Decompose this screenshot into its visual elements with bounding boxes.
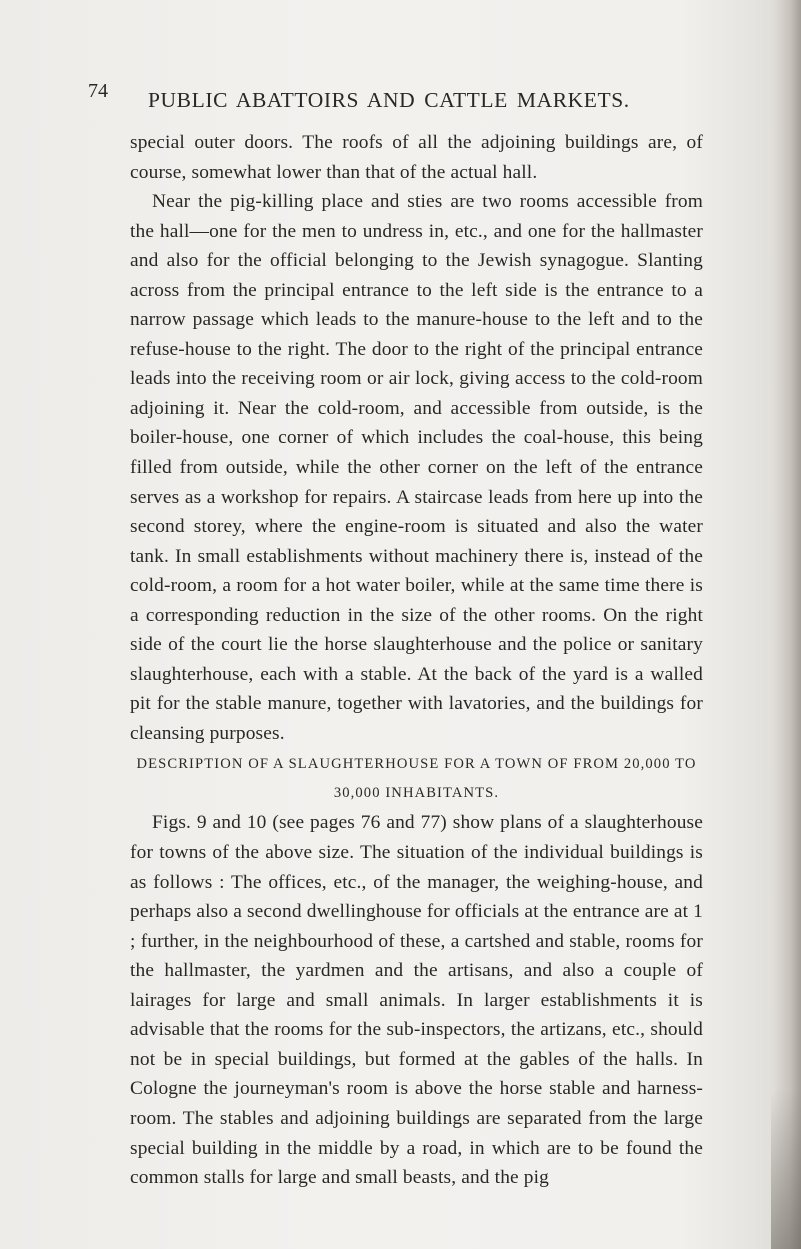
body-text [130, 128, 703, 1193]
section-heading: DESCRIPTION OF A SLAUGHTERHOUSE FOR A TOWN OF FROM 20,000 TO 30,000 INHABITANTS. [136, 756, 697, 802]
running-title: PUBLIC ABATTOIRS AND CATTLE MARKETS. [148, 88, 630, 112]
page-edge-shadow [773, 0, 801, 1249]
paragraph: Near the pig-killing place and sties are two rooms accessible from the hall—one for the men to undress in, etc., and one for the hallmaster and also for the official belonging to the Jewish synagogue. Slanting across from the principal entrance to the left side is the entrance to a narrow passage which leads to the manure-house to the left and to the refuse-house to the right. The door to the right of the principal entrance leads into the receiving room or air lock, giving access to the cold-room adjoining it. Near the cold-room, and accessible from outside, is the boiler-house, one corner of which includes the coal-house, this being filled from outside, while the other corner on the left of the entrance serves as a workshop for repairs. A staircase leads from here up into the second storey, where the engine-room is situated and also the water tank. In small establishments without machinery there is, instead of the cold-room, a room for a hot water boiler, while at the same time there is a corresponding reduction in the size of the other rooms. On the right side of the court lie the horse slaughterhouse and the police or sanitary slaughterhouse, each with a stable. At the back of the yard is a walled pit for the stable manure, together with lavatories, and the buildings for cleansing purposes. [130, 191, 703, 744]
page-number: 74 [88, 80, 108, 102]
paragraph-continued: special outer doors. The roofs of all the adjoining buildings are, of course, somewhat lower than that of the actual hall. [130, 132, 703, 183]
page-corner-shadow [771, 1089, 801, 1249]
section-paragraph: Figs. 9 and 10 (see pages 76 and 77) show plans of a slaughterhouse for towns of the above size. The situation of the individual buildings is as follows : The offices, etc., of the manager, the weighing-house, and perhaps also a second dwellinghouse for officials at the entrance are at 1 ; further, in the neighbourhood of these, a cartshed and stable, rooms for the hallmaster, the yardmen and the artisans, and also a couple of lairages for large and small animals. In larger establishments it is advisable that the rooms for the sub-inspectors, the artizans, etc., should not be in special buildings, but formed at the gables of the halls. In Cologne the journeyman's room is above the horse stable and harness-room. The stables and adjoining buildings are separated from the large special building in the middle by a road, in which are to be found the common stalls for large and small beasts, and the pig [130, 812, 703, 1189]
